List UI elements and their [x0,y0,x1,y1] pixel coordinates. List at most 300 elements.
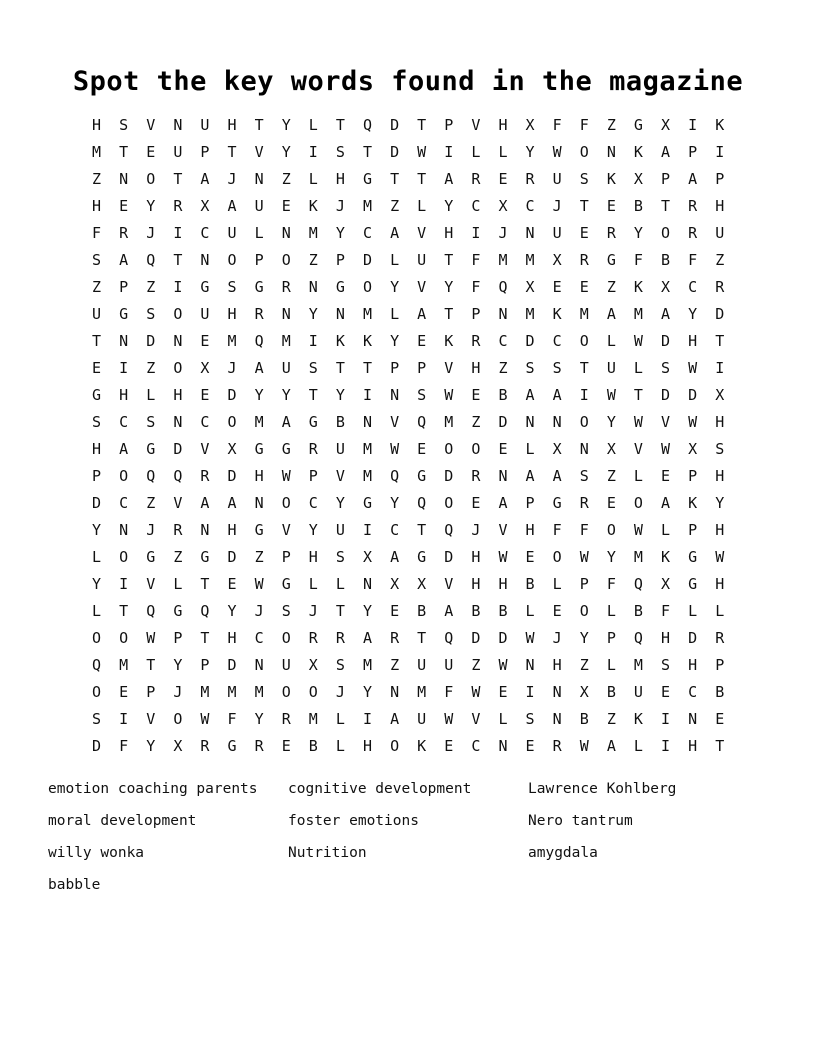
grid-cell: M [308,710,318,728]
grid-cell: I [471,224,481,242]
grid-cell: W [254,575,264,593]
grid-cell: Z [92,278,102,296]
grid-cell: W [444,710,454,728]
grid-cell: L [335,575,345,593]
grid-cell: D [390,143,400,161]
grid-cell: H [715,197,725,215]
grid-cell: Z [146,494,156,512]
grid-cell: W [281,467,291,485]
grid-cell: Q [390,467,400,485]
grid-cell: E [525,737,535,755]
grid-cell: A [606,305,616,323]
grid-cell: H [173,386,183,404]
grid-cell: T [633,386,643,404]
grid-cell: V [146,710,156,728]
grid-cell: G [92,386,102,404]
grid-cell: S [227,278,237,296]
grid-cell: L [633,467,643,485]
grid-cell: J [227,170,237,188]
grid-cell: S [119,116,129,134]
grid-cell: T [715,737,725,755]
grid-cell: X [661,575,671,593]
grid-cell: G [362,170,372,188]
grid-cell: G [633,116,643,134]
grid-cell: S [552,359,562,377]
grid-cell: C [552,332,562,350]
grid-cell: T [417,116,427,134]
grid-cell: Z [471,656,481,674]
grid-row [83,733,733,760]
grid-cell: D [92,737,102,755]
grid-cell: F [444,683,454,701]
grid-cell: L [92,548,102,566]
grid-cell: N [390,683,400,701]
grid-cell: W [633,332,643,350]
grid-cell: R [173,521,183,539]
grid-cell: L [254,224,264,242]
grid-cell: T [200,629,210,647]
word-list-item: Lawrence Kohlberg [528,781,677,797]
grid-cell: L [92,602,102,620]
grid-cell: W [633,413,643,431]
grid-cell: O [173,710,183,728]
grid-cell: E [227,575,237,593]
grid-cell: Q [417,413,427,431]
grid-cell: W [633,521,643,539]
grid-cell: X [661,278,671,296]
grid-cell: N [498,467,508,485]
grid-cell: R [552,737,562,755]
grid-row [83,301,733,328]
grid-cell: T [715,332,725,350]
grid-cell: E [552,278,562,296]
grid-cell: E [471,494,481,512]
grid-cell: Z [606,710,616,728]
grid-cell: X [362,548,372,566]
grid-cell: K [606,170,616,188]
grid-cell: W [498,548,508,566]
grid-cell: T [227,143,237,161]
grid-cell: C [119,494,129,512]
grid-cell: U [552,224,562,242]
word-list-item: amygdala [528,845,598,861]
grid-cell: A [119,251,129,269]
grid-row [83,274,733,301]
grid-cell: B [308,737,318,755]
grid-cell: I [715,359,725,377]
grid-cell: P [579,575,589,593]
grid-cell: A [200,170,210,188]
grid-cell: Q [200,602,210,620]
grid-cell: O [119,629,129,647]
grid-cell: V [498,521,508,539]
grid-cell: N [119,332,129,350]
grid-cell: D [173,440,183,458]
grid-cell: D [227,656,237,674]
grid-cell: P [471,305,481,323]
grid-cell: W [471,683,481,701]
grid-cell: E [606,494,616,512]
grid-cell: A [661,143,671,161]
grid-cell: E [417,440,427,458]
grid-cell: R [308,440,318,458]
grid-cell: A [362,629,372,647]
grid-row [83,328,733,355]
grid-cell: R [525,170,535,188]
grid-cell: P [335,251,345,269]
grid-cell: Y [715,494,725,512]
grid-cell: K [335,332,345,350]
grid-cell: Y [633,224,643,242]
grid-cell: I [362,386,372,404]
grid-cell: R [390,629,400,647]
word-list [48,776,768,904]
grid-cell: E [119,197,129,215]
grid-cell: Y [254,386,264,404]
grid-cell: H [335,170,345,188]
grid-cell: F [606,575,616,593]
grid-cell: S [525,710,535,728]
grid-cell: H [498,116,508,134]
grid-cell: P [688,143,698,161]
grid-cell: Y [281,386,291,404]
grid-cell: R [200,467,210,485]
grid-cell: G [308,413,318,431]
grid-cell: M [227,683,237,701]
grid-cell: I [308,332,318,350]
grid-cell: E [200,332,210,350]
grid-cell: N [579,440,589,458]
grid-cell: I [579,386,589,404]
grid-cell: V [661,413,671,431]
grid-cell: D [444,548,454,566]
grid-cell: B [633,602,643,620]
grid-cell: I [661,710,671,728]
grid-cell: A [417,305,427,323]
grid-cell: O [173,359,183,377]
grid-cell: J [227,359,237,377]
grid-cell: R [715,278,725,296]
grid-cell: P [688,521,698,539]
grid-cell: G [688,548,698,566]
grid-cell: L [308,116,318,134]
grid-cell: O [119,548,129,566]
grid-cell: S [92,251,102,269]
grid-cell: M [92,143,102,161]
grid-cell: R [173,197,183,215]
grid-cell: V [417,278,427,296]
grid-cell: N [390,386,400,404]
grid-cell: F [471,278,481,296]
grid-cell: R [254,737,264,755]
grid-cell: O [146,170,156,188]
grid-cell: Z [146,359,156,377]
grid-cell: T [119,602,129,620]
grid-cell: N [173,332,183,350]
grid-cell: Y [335,494,345,512]
grid-cell: A [688,170,698,188]
grid-cell: N [200,251,210,269]
grid-cell: P [146,683,156,701]
grid-cell: W [417,143,427,161]
grid-cell: N [119,170,129,188]
grid-cell: C [471,737,481,755]
grid-cell: I [525,683,535,701]
grid-cell: P [92,467,102,485]
grid-cell: G [254,278,264,296]
grid-cell: O [661,224,671,242]
grid-cell: D [688,629,698,647]
grid-cell: C [471,197,481,215]
grid-cell: H [661,629,671,647]
grid-cell: R [335,629,345,647]
grid-cell: O [92,629,102,647]
grid-cell: Z [92,170,102,188]
grid-cell: L [308,170,318,188]
grid-cell: S [92,710,102,728]
grid-cell: D [688,386,698,404]
grid-cell: X [200,197,210,215]
grid-cell: F [552,521,562,539]
grid-cell: W [146,629,156,647]
grid-cell: M [362,467,372,485]
grid-row [83,193,733,220]
grid-row [83,355,733,382]
grid-cell: I [661,737,671,755]
grid-cell: A [444,170,454,188]
grid-cell: N [173,116,183,134]
grid-cell: I [173,278,183,296]
grid-cell: Z [715,251,725,269]
grid-cell: Y [92,521,102,539]
grid-cell: R [471,467,481,485]
grid-row [83,652,733,679]
grid-cell: N [362,575,372,593]
grid-cell: Z [471,413,481,431]
grid-cell: E [390,602,400,620]
grid-cell: K [715,116,725,134]
grid-cell: N [362,413,372,431]
grid-cell: I [362,521,372,539]
grid-cell: N [254,656,264,674]
grid-cell: X [498,197,508,215]
grid-cell: V [471,116,481,134]
grid-cell: M [308,224,318,242]
grid-cell: R [308,629,318,647]
grid-cell: U [92,305,102,323]
grid-cell: E [579,278,589,296]
grid-cell: T [661,197,671,215]
grid-cell: A [254,359,264,377]
grid-cell: U [335,521,345,539]
grid-cell: C [119,413,129,431]
grid-cell: A [525,386,535,404]
grid-cell: L [146,386,156,404]
grid-cell: R [119,224,129,242]
grid-row [83,490,733,517]
grid-cell: L [471,143,481,161]
grid-cell: P [281,548,291,566]
grid-cell: E [200,386,210,404]
grid-cell: L [661,521,671,539]
grid-cell: J [335,197,345,215]
grid-cell: T [362,359,372,377]
grid-cell: H [471,359,481,377]
grid-cell: Q [498,278,508,296]
grid-cell: D [471,629,481,647]
grid-cell: X [579,683,589,701]
grid-cell: Y [308,305,318,323]
grid-cell: L [525,602,535,620]
grid-cell: H [688,332,698,350]
grid-cell: D [525,332,535,350]
grid-cell: B [633,197,643,215]
grid-cell: O [444,440,454,458]
grid-cell: Q [362,116,372,134]
grid-cell: M [362,656,372,674]
grid-cell: K [633,710,643,728]
grid-row [83,571,733,598]
grid-cell: G [146,440,156,458]
grid-cell: X [200,359,210,377]
grid-cell: O [633,494,643,512]
grid-cell: X [552,440,562,458]
grid-cell: Z [173,548,183,566]
grid-cell: Z [390,656,400,674]
grid-cell: T [579,197,589,215]
grid-cell: O [444,494,454,512]
grid-cell: E [552,602,562,620]
grid-cell: D [498,629,508,647]
grid-cell: L [606,656,616,674]
grid-cell: G [119,305,129,323]
grid-cell: S [308,359,318,377]
grid-cell: Z [498,359,508,377]
grid-cell: P [390,359,400,377]
grid-cell: R [281,278,291,296]
grid-cell: I [362,710,372,728]
grid-cell: G [417,467,427,485]
grid-cell: O [579,602,589,620]
grid-cell: L [633,359,643,377]
grid-cell: J [146,224,156,242]
grid-cell: L [417,197,427,215]
grid-cell: E [471,386,481,404]
grid-row [83,598,733,625]
grid-cell: M [444,413,454,431]
grid-cell: Q [254,332,264,350]
grid-cell: Y [362,602,372,620]
grid-cell: P [173,629,183,647]
grid-cell: H [471,548,481,566]
grid-cell: T [146,656,156,674]
grid-cell: Q [146,602,156,620]
grid-cell: E [92,359,102,377]
grid-cell: F [688,251,698,269]
grid-cell: M [417,683,427,701]
grid-cell: J [254,602,264,620]
grid-cell: O [606,521,616,539]
grid-cell: V [390,413,400,431]
grid-cell: N [525,224,535,242]
grid-cell: A [227,494,237,512]
grid-row [83,706,733,733]
grid-cell: M [362,305,372,323]
grid-cell: V [254,143,264,161]
grid-cell: V [281,521,291,539]
grid-cell: T [444,251,454,269]
grid-cell: N [498,305,508,323]
grid-cell: W [498,656,508,674]
grid-cell: V [146,575,156,593]
grid-cell: V [471,710,481,728]
grid-cell: L [498,710,508,728]
grid-cell: I [173,224,183,242]
grid-cell: P [200,656,210,674]
grid-cell: F [227,710,237,728]
grid-cell: G [254,521,264,539]
grid-cell: U [200,116,210,134]
grid-cell: N [281,305,291,323]
grid-cell: Z [146,278,156,296]
grid-cell: Z [606,278,616,296]
grid-cell: K [688,494,698,512]
grid-cell: J [552,629,562,647]
grid-cell: A [390,548,400,566]
grid-cell: N [525,656,535,674]
grid-cell: Y [335,386,345,404]
grid-cell: R [281,710,291,728]
grid-cell: D [498,413,508,431]
grid-cell: T [444,305,454,323]
grid-cell: W [579,737,589,755]
grid-cell: T [390,170,400,188]
grid-cell: D [362,251,372,269]
word-list-row [48,776,768,808]
grid-row [83,247,733,274]
grid-cell: T [417,170,427,188]
grid-cell: O [281,251,291,269]
grid-cell: X [715,386,725,404]
grid-cell: N [498,737,508,755]
grid-cell: H [227,116,237,134]
grid-cell: M [498,251,508,269]
grid-cell: U [417,656,427,674]
grid-cell: F [633,251,643,269]
grid-cell: S [579,467,589,485]
grid-cell: X [308,656,318,674]
grid-cell: E [661,467,671,485]
grid-cell: E [146,143,156,161]
grid-cell: C [200,224,210,242]
grid-cell: W [390,440,400,458]
grid-row [83,220,733,247]
grid-cell: T [173,251,183,269]
grid-cell: G [146,548,156,566]
grid-cell: I [308,143,318,161]
grid-cell: H [552,656,562,674]
grid-cell: E [498,683,508,701]
word-list-row [48,872,768,904]
grid-cell: L [308,575,318,593]
grid-cell: C [362,224,372,242]
grid-cell: A [444,602,454,620]
grid-cell: B [471,602,481,620]
grid-cell: Y [146,737,156,755]
grid-cell: X [633,170,643,188]
grid-cell: X [688,440,698,458]
grid-row [83,517,733,544]
